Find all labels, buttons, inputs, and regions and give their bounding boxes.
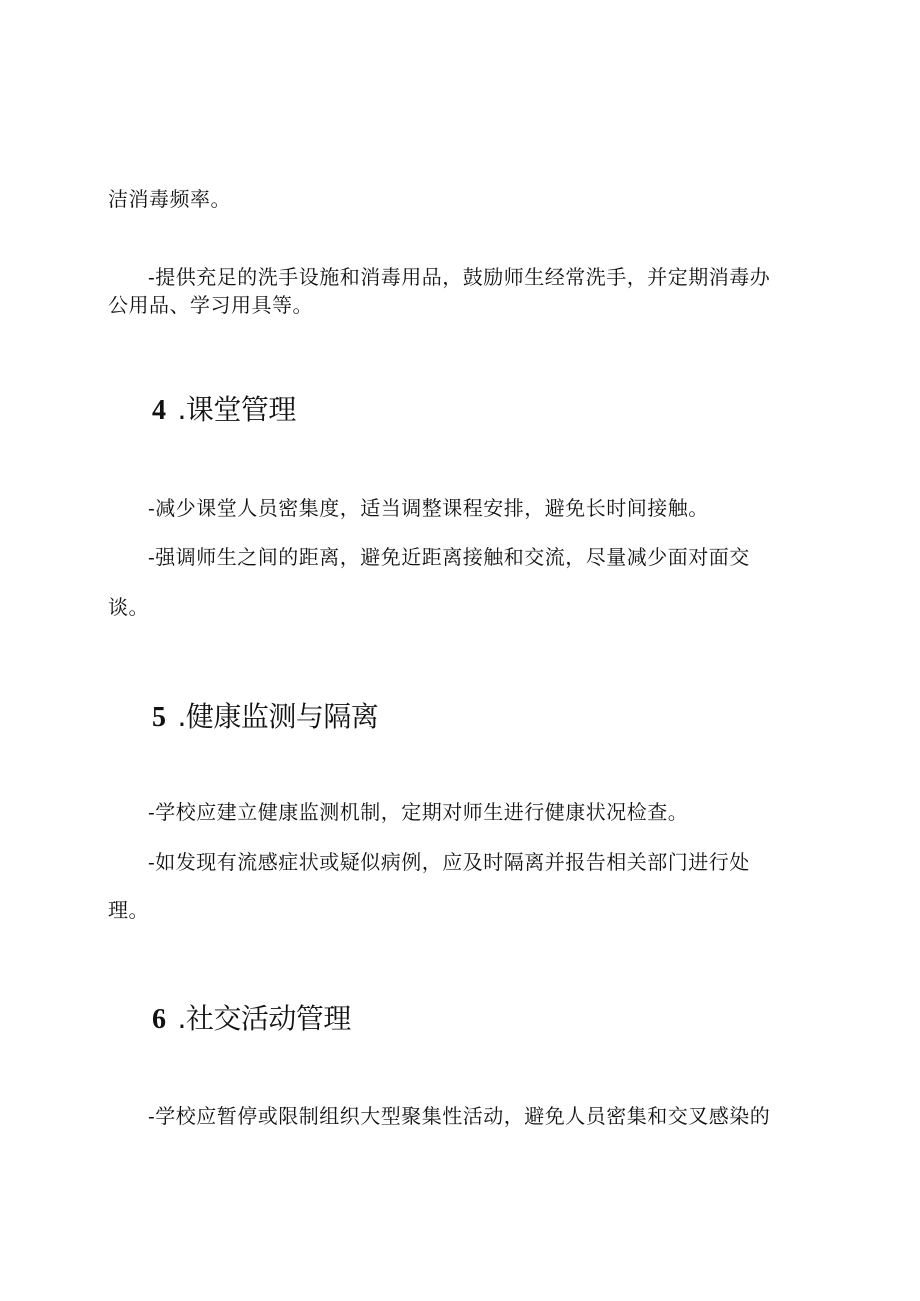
section-heading-classroom [152, 393, 296, 428]
section-number: 6 [152, 1004, 166, 1035]
section-number: 5 [152, 702, 166, 733]
list-item: -学校应建立健康监测机制，定期对师生进行健康状况检查。 [148, 800, 689, 824]
section-title: .课堂管理 [177, 393, 296, 426]
section-number: 4 [152, 395, 166, 426]
list-item-hygiene-line2: 公用品、学习用具等。 [108, 293, 313, 317]
list-item: -学校应暂停或限制组织大型聚集性活动，避免人员密集和交叉感染的 [148, 1104, 771, 1128]
list-item-continuation: 理。 [108, 898, 149, 922]
section-heading-health-monitoring [152, 700, 378, 735]
paragraph-continuation: 洁消毒频率。 [108, 187, 231, 211]
list-item-hygiene-line1: -提供充足的洗手设施和消毒用品，鼓励师生经常洗手，并定期消毒办 [148, 265, 771, 289]
list-item: -强调师生之间的距离，避免近距离接触和交流，尽量减少面对面交 [148, 545, 750, 569]
list-item: -如发现有流感症状或疑似病例，应及时隔离并报告相关部门进行处 [148, 850, 750, 874]
section-title: .社交活动管理 [177, 1002, 351, 1035]
section-title: .健康监测与隔离 [177, 700, 379, 733]
list-item-continuation: 谈。 [108, 595, 149, 619]
section-heading-social-activities [152, 1002, 351, 1037]
list-item: -减少课堂人员密集度，适当调整课程安排，避免长时间接触。 [148, 496, 709, 520]
